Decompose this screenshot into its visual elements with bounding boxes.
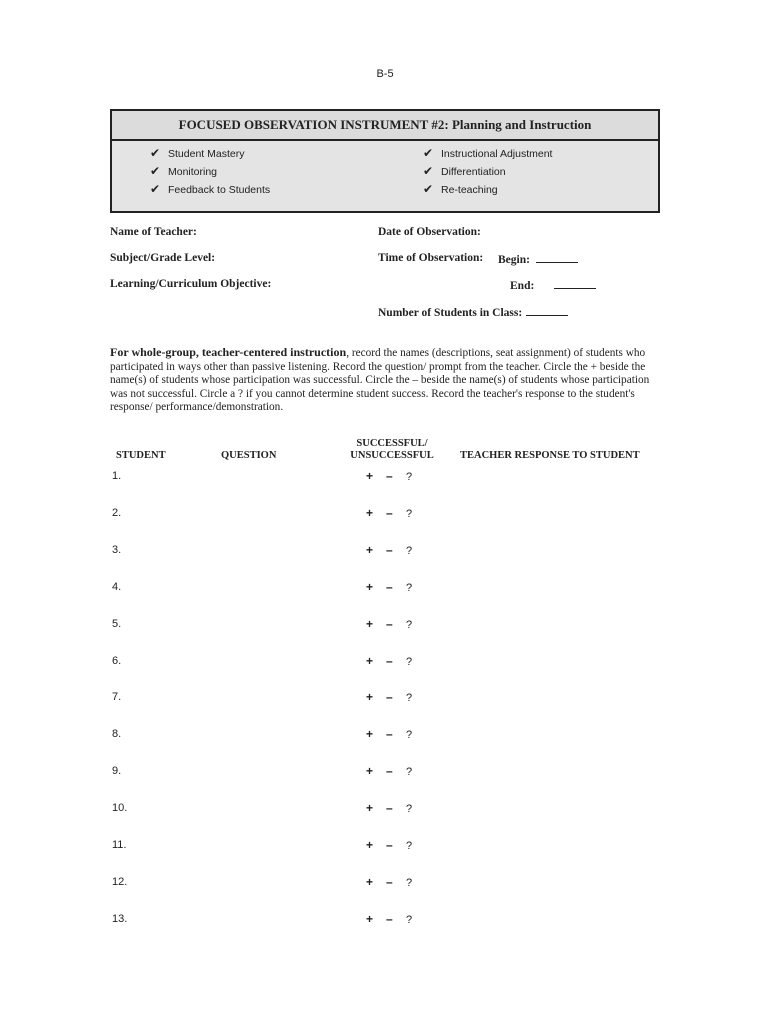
unknown-option[interactable]: ? <box>406 471 413 483</box>
row-number: 9. <box>112 765 122 777</box>
instrument-title: FOCUSED OBSERVATION INSTRUMENT #2: Planning and Instruction <box>112 111 658 141</box>
plus-option[interactable]: + <box>366 580 374 594</box>
plus-option[interactable]: + <box>366 690 374 704</box>
subject-grade-label: Subject/Grade Level: <box>110 252 216 264</box>
checklist-item: ✔ Monitoring <box>150 164 218 178</box>
time-label: Time of Observation: <box>378 252 484 264</box>
date-label: Date of Observation: <box>378 226 481 238</box>
row-number: 12. <box>112 876 128 888</box>
unknown-option[interactable]: ? <box>406 656 413 668</box>
page-number: B-5 <box>376 68 394 80</box>
instrument-panel <box>110 109 660 213</box>
num-students-label: Number of Students in Class: <box>378 305 568 319</box>
success-options <box>366 580 426 594</box>
checklist-item: ✔ Differentiation <box>423 164 506 178</box>
column-student: STUDENT <box>116 450 166 461</box>
minus-option[interactable]: – <box>386 727 393 741</box>
unknown-option[interactable]: ? <box>406 619 413 631</box>
unknown-option[interactable]: ? <box>406 840 413 852</box>
unknown-option[interactable]: ? <box>406 545 413 557</box>
success-options <box>366 764 426 778</box>
column-question: QUESTION <box>221 450 277 461</box>
unknown-option[interactable]: ? <box>406 914 413 926</box>
column-teacher-response: TEACHER RESPONSE TO STUDENT <box>460 450 640 461</box>
instructions-lead: For whole-group, teacher-centered instruction <box>110 345 347 359</box>
checklist-item: ✔ Student Mastery <box>150 146 245 160</box>
success-options <box>366 801 426 815</box>
minus-option[interactable]: – <box>386 801 393 815</box>
success-options <box>366 469 426 483</box>
minus-option[interactable]: – <box>386 580 393 594</box>
success-options <box>366 690 426 704</box>
instructions <box>110 346 660 415</box>
check-icon: ✔ <box>150 146 161 160</box>
unknown-option[interactable]: ? <box>406 729 413 741</box>
row-number: 7. <box>112 691 122 703</box>
teacher-name-label: Name of Teacher: <box>110 226 197 238</box>
begin-label: Begin: <box>498 252 578 266</box>
plus-option[interactable]: + <box>366 617 374 631</box>
row-number: 6. <box>112 655 122 667</box>
checklist-item: ✔ Re-teaching <box>423 182 498 196</box>
row-number: 4. <box>112 581 122 593</box>
success-options <box>366 838 426 852</box>
plus-option[interactable]: + <box>366 543 374 557</box>
check-icon: ✔ <box>150 164 161 178</box>
checklist-item: ✔ Instructional Adjustment <box>423 146 553 160</box>
instructions-text: , record the names (descriptions, seat assignment) of students who participated in ways other than passive listening. Record the question/ prompt from the teacher. Circle the + beside the name(s) of students whose participation was successful. Circle the – beside the name(s) of students whose participation was not successful. Circle a ? if you cannot determine student success. Record the teacher's response to the student's response/ performance/demonstration. <box>110 347 650 414</box>
success-options <box>366 727 426 741</box>
unknown-option[interactable]: ? <box>406 508 413 520</box>
row-number: 2. <box>112 507 122 519</box>
row-number: 11. <box>112 839 127 851</box>
row-number: 10. <box>112 802 128 814</box>
plus-option[interactable]: + <box>366 469 374 483</box>
check-icon: ✔ <box>423 182 434 196</box>
column-success: SUCCESSFUL/ UNSUCCESSFUL <box>350 438 434 461</box>
minus-option[interactable]: – <box>386 506 393 520</box>
begin-blank[interactable] <box>536 252 578 263</box>
row-number: 1. <box>112 470 122 482</box>
end-blank[interactable] <box>554 278 596 289</box>
checklist-item: ✔ Feedback to Students <box>150 182 271 196</box>
success-options <box>366 875 426 889</box>
minus-option[interactable]: – <box>386 543 393 557</box>
objective-label: Learning/Curriculum Objective: <box>110 278 272 290</box>
plus-option[interactable]: + <box>366 875 374 889</box>
plus-option[interactable]: + <box>366 912 374 926</box>
row-number: 8. <box>112 728 122 740</box>
row-number: 3. <box>112 544 122 556</box>
plus-option[interactable]: + <box>366 838 374 852</box>
success-options <box>366 654 426 668</box>
check-icon: ✔ <box>423 164 434 178</box>
unknown-option[interactable]: ? <box>406 692 413 704</box>
success-options <box>366 506 426 520</box>
unknown-option[interactable]: ? <box>406 766 413 778</box>
unknown-option[interactable]: ? <box>406 803 413 815</box>
minus-option[interactable]: – <box>386 764 393 778</box>
minus-option[interactable]: – <box>386 875 393 889</box>
minus-option[interactable]: – <box>386 838 393 852</box>
unknown-option[interactable]: ? <box>406 877 413 889</box>
plus-option[interactable]: + <box>366 801 374 815</box>
success-options <box>366 543 426 557</box>
success-options <box>366 912 426 926</box>
plus-option[interactable]: + <box>366 506 374 520</box>
end-label: End: <box>510 278 596 292</box>
plus-option[interactable]: + <box>366 654 374 668</box>
success-options <box>366 617 426 631</box>
minus-option[interactable]: – <box>386 469 393 483</box>
check-icon: ✔ <box>423 146 434 160</box>
plus-option[interactable]: + <box>366 727 374 741</box>
check-icon: ✔ <box>150 182 161 196</box>
unknown-option[interactable]: ? <box>406 582 413 594</box>
plus-option[interactable]: + <box>366 764 374 778</box>
minus-option[interactable]: – <box>386 912 393 926</box>
minus-option[interactable]: – <box>386 690 393 704</box>
num-students-blank[interactable] <box>526 305 568 316</box>
row-number: 13. <box>112 913 128 925</box>
row-number: 5. <box>112 618 122 630</box>
minus-option[interactable]: – <box>386 654 393 668</box>
minus-option[interactable]: – <box>386 617 393 631</box>
